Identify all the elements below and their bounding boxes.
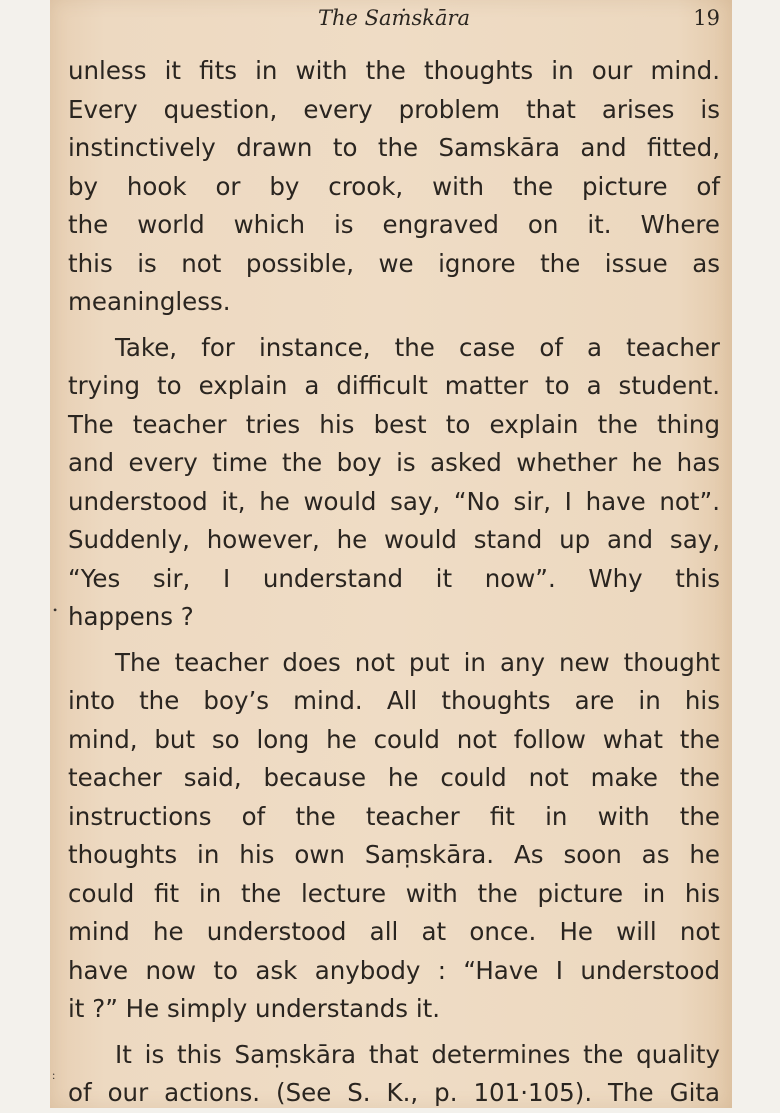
text-line: It is this Saṃskāra that determines the quality — [115, 1039, 720, 1069]
paragraph — [68, 329, 720, 637]
text-line: Suddenly, however, he would stand up and say, — [68, 525, 720, 554]
body-text — [68, 52, 720, 1113]
text-line: teacher said, because he could not make the — [68, 763, 720, 792]
text-line: mind, but so long he could not follow what the — [68, 724, 720, 754]
margin-dot-mark: : — [52, 1068, 56, 1082]
text-line: and every time the boy is asked whether he has — [68, 448, 720, 477]
text-line: have now to ask anybody : “Have I understood — [68, 955, 720, 985]
text-line: trying to explain a difficult matter to a student. — [68, 371, 720, 400]
text-line: “Yes sir, I understand it now”. Why this — [68, 563, 720, 593]
text-line: it ?” He simply understands it. — [68, 994, 441, 1023]
text-line: meaningless. — [68, 287, 231, 316]
page-header — [50, 4, 732, 34]
text-line: The teacher does not put in any new thought — [115, 647, 720, 677]
text-line: instructions of the teacher fit in with the — [68, 801, 720, 831]
text-line: understood it, he would say, “No sir, I have not”. — [68, 486, 720, 516]
text-line: instinctively drawn to the Samskāra and fitted, — [68, 133, 720, 162]
text-line: happens ? — [68, 602, 194, 631]
margin-dot-mark: • — [53, 603, 58, 617]
text-line: unless it fits in with the thoughts in our mind. — [68, 56, 720, 85]
text-line: thoughts in his own Saṃskāra. As soon as he — [68, 840, 720, 869]
text-line: could fit in the lecture with the picture in his — [68, 878, 720, 908]
text-line: this is not possible, we ignore the issue as — [68, 248, 720, 278]
page-number: 19 — [693, 6, 720, 30]
text-line: mind he understood all at once. He will not — [68, 917, 720, 946]
text-line: The teacher tries his best to explain the thing — [68, 409, 720, 439]
paragraph — [68, 1036, 720, 1113]
text-line: Take, for instance, the case of a teacher — [115, 332, 720, 362]
running-title: The Saṁskāra — [318, 6, 471, 30]
paragraph — [68, 52, 720, 322]
book-page — [50, 0, 732, 1108]
paragraph — [68, 644, 720, 1029]
text-line: of our actions. (See S. K., p. 101·105). The Gita — [68, 1078, 720, 1107]
text-line: the world which is engraved on it. Where — [68, 210, 720, 239]
text-line: into the boy’s mind. All thoughts are in his — [68, 686, 720, 715]
text-line: Every question, every problem that arises is — [68, 94, 720, 124]
text-line: by hook or by crook, with the picture of — [68, 171, 720, 201]
